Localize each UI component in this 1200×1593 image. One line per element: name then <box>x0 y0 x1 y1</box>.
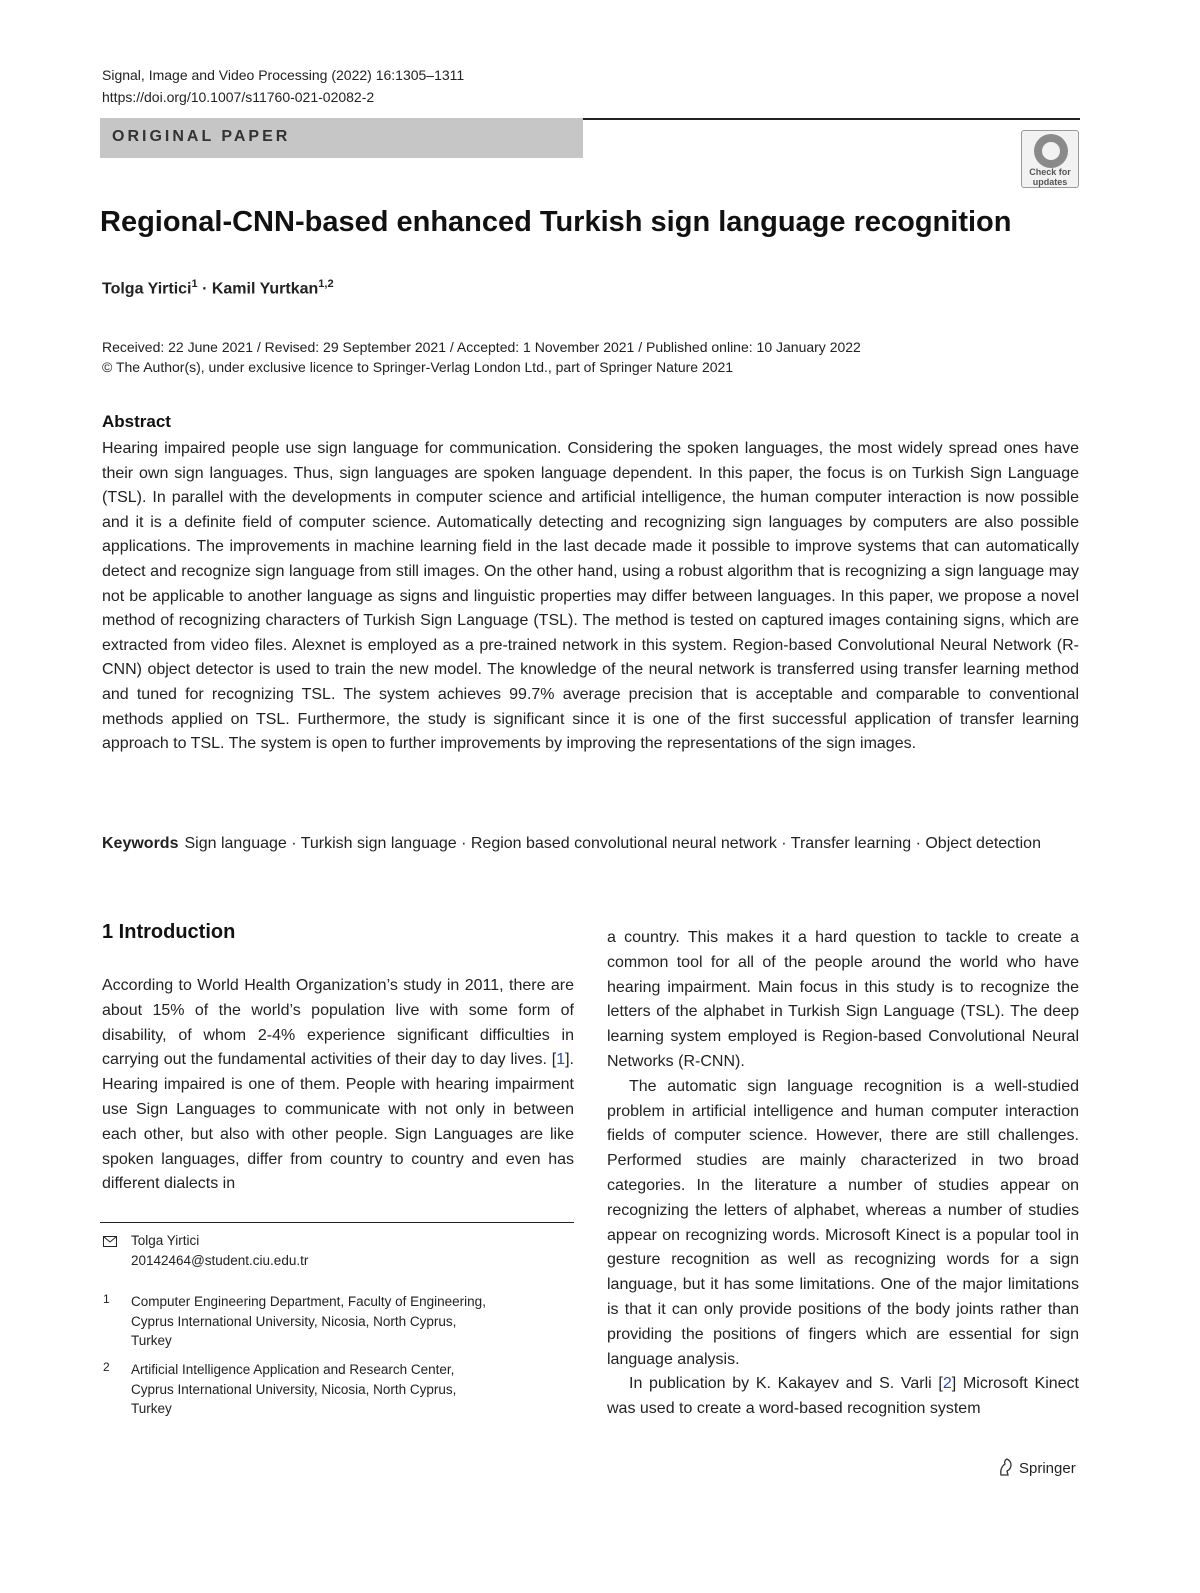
affiliation-mark: 1,2 <box>318 278 334 290</box>
paragraph: The automatic sign language recognition is a well-studied problem in artificial intelligence and human computer interaction fields of computer science. However, there are still challenges. Performed studies are mainly characterized in two broad categories. In the literature a number of studies appear on recognizing the letters of alphabet, whereas a number of studies appear on recognizing words. Microsoft Kinect is a popular tool in gesture recognition as well as recognizing words for a sign language, but it has some limitations. One of the major limitations is that it can only provide positions of the body joints rather than providing the positions of fingers which are essential for sign language analysis. <box>607 1077 1079 1368</box>
paper-title: Regional-CNN-based enhanced Turkish sign language recognition <box>100 206 1012 238</box>
footnote-rule <box>100 1222 574 1223</box>
keywords-label: Keywords <box>102 835 179 852</box>
affiliation-line: Cyprus International University, Nicosia, North Cyprus, <box>131 1313 457 1329</box>
right-column <box>607 926 1079 1422</box>
journal-citation: Signal, Image and Video Processing (2022) 16:1305–1311 <box>102 67 465 83</box>
journal-header <box>102 64 464 108</box>
paragraph-text: According to World Health Organization’s study in 2011, there are about 15% of the world’s population live with some form of disability, of whom 2-4% experience significant difficulties in carrying out the fundamental activities of their day to day lives. [ <box>102 977 574 1069</box>
copyright-line: © The Author(s), under exclusive licence to Springer-Verlag London Ltd., part of Springer Nature 2021 <box>102 359 734 375</box>
abstract-heading: Abstract <box>102 412 171 431</box>
keywords-text: Sign language · Turkish sign language · Region based convolutional neural network · Transfer learning · Object detection <box>184 835 1041 852</box>
citation-link[interactable]: 2 <box>942 1375 952 1393</box>
author-name[interactable]: Kamil Yurtkan <box>211 280 319 298</box>
affiliation-line: Turkey <box>131 1401 172 1416</box>
crossmark-label: Check for updates <box>1029 167 1071 187</box>
paragraph-text: In publication by K. Kakayev and S. Varli [ <box>629 1375 943 1393</box>
author-list <box>102 278 334 298</box>
corresponding-author <box>131 1231 308 1270</box>
springer-horse-icon <box>998 1458 1014 1476</box>
doi-link[interactable]: https://doi.org/10.1007/s11760-021-02082-2 <box>102 89 375 105</box>
affiliation-mark: 1 <box>191 278 198 290</box>
publisher-name: Springer <box>1019 1460 1076 1477</box>
paragraph <box>607 1372 1079 1422</box>
affiliation-2 <box>131 1360 456 1419</box>
paragraph-text: ] Microsoft Kinect was used to create a word-based recognition system <box>607 1375 1080 1418</box>
header-rule <box>583 118 1080 120</box>
publication-dates <box>102 337 861 377</box>
affiliation-line: Computer Engineering Department, Faculty of Engineering, <box>131 1294 486 1309</box>
article-type-label: ORIGINAL PAPER <box>112 128 291 145</box>
author-name[interactable]: Tolga Yirtici <box>102 280 192 298</box>
citation-link[interactable]: 1 <box>556 1051 566 1069</box>
affiliation-line: Cyprus International University, Nicosia, North Cyprus, <box>131 1381 457 1397</box>
affiliation-line: Artificial Intelligence Application and Research Center, <box>131 1362 455 1377</box>
keywords <box>102 832 1079 856</box>
left-column <box>102 974 574 1197</box>
affiliation-1 <box>131 1292 486 1351</box>
paragraph <box>102 974 574 1197</box>
history-line: Received: 22 June 2021 / Revised: 29 September 2021 / Accepted: 1 November 2021 / Published online: 10 January 2022 <box>102 339 861 355</box>
paragraph: a country. This makes it a hard question to tackle to create a common tool for all of the people around the world who have hearing impairment. Main focus in this study is to recognize the letters of the alphabet in Turkish Sign Language (TSL). The deep learning system employed is Region-based Convolutional Neural Networks (R-CNN). <box>607 929 1079 1070</box>
envelope-icon <box>103 1236 117 1247</box>
contact-name: Tolga Yirtici <box>131 1233 200 1248</box>
crossmark-icon <box>1034 134 1068 168</box>
abstract-text: Hearing impaired people use sign language for communication. Considering the spoken languages, the most widely spread ones have their own sign languages. Thus, sign languages are spoken language dependent. In this paper, the focus is on Turkish Sign Language (TSL). In parallel with the developments in computer science and artificial intelligence, the human computer interaction is now possible and it is a definite field of computer science. Automatically detecting and recognizing sign languages by computers are also possible applications. The improvements in machine learning field in the last decade made it possible to improve systems that can automatically detect and recognize sign language from still images. On the other hand, using a robust algorithm that is recognizing a sign language may not be applicable to another language as signs and linguistic properties may differ between languages. In this paper, we propose a novel method of recognizing characters of Turkish Sign Language (TSL). The method is tested on captured images containing signs, which are extracted from video files. Alexnet is employed as a pre-trained network in this system. Region-based Convolutional Neural Network (R-CNN) object detector is used to train the new model. The knowledge of the neural network is transferred using transfer learning method and tuned for recognizing TSL. The system achieves 99.7% average precision that is acceptable and comparable to conventional methods applied on TSL. Furthermore, the study is significant since it is one of the first successful application of transfer learning approach to TSL. The system is open to further improvements by improving the representations of the sign images. <box>102 440 1079 753</box>
contact-email[interactable]: 20142464@student.ciu.edu.tr <box>131 1252 309 1268</box>
publisher-logo <box>998 1458 1076 1477</box>
section-heading: 1 Introduction <box>102 921 236 943</box>
author-separator: · <box>197 280 212 298</box>
article-type-band <box>100 118 583 158</box>
affiliation-number: 1 <box>103 1292 110 1306</box>
affiliation-line: Turkey <box>131 1333 172 1348</box>
crossmark-badge[interactable] <box>1021 130 1079 188</box>
affiliation-number: 2 <box>103 1360 110 1374</box>
paragraph-text: ]. Hearing impaired is one of them. People with hearing impairment use Sign Languages to communicate with not only in between each other, but also with other people. Sign Languages are like spoken languages, differ from country to country and even has different dialects in <box>102 1051 574 1193</box>
